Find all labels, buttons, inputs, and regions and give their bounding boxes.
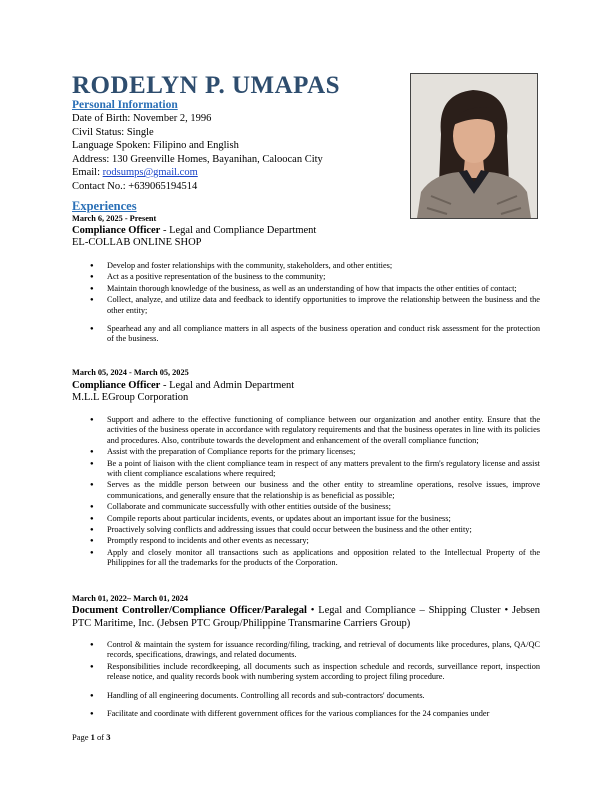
personal-info-heading: Personal Information bbox=[72, 99, 178, 111]
email-link[interactable]: rodsumps@gmail.com bbox=[102, 167, 198, 178]
job-department: - Legal and Admin Department bbox=[160, 380, 295, 391]
list-item: ● Spearhead any and all compliance matters in all aspects of the business operation and conduct risk assessment for the protection of the business. bbox=[90, 324, 540, 345]
email-label: Email: bbox=[72, 167, 103, 178]
page-prefix: Page bbox=[72, 732, 91, 742]
job-position: Compliance Officer bbox=[72, 380, 161, 391]
job-role bbox=[72, 604, 540, 630]
list-item: ● Proactively solving conflicts and addressing issues that could occur between the business and the other entity; bbox=[90, 525, 540, 535]
job-position: Document Controller/Compliance Officer/Paralegal bbox=[72, 605, 307, 616]
contact-number: Contact No.: +639065194514 bbox=[72, 180, 198, 192]
resume-name: RODELYN P. UMAPAS bbox=[72, 72, 341, 99]
list-item: ● Support and adhere to the effective functioning of compliance between our organization and another entity. Ensure that the activities of the business operate in accordance with regulatory requirements and that the business operates in line with its policies and procedures. Also, contribute towards the development and enhancement of the overall compliance function; bbox=[90, 415, 540, 446]
job-date: March 05, 2024 - March 05, 2025 bbox=[72, 368, 189, 377]
job-department: - Legal and Compliance Department bbox=[160, 225, 317, 236]
job-duties-list bbox=[90, 640, 540, 720]
list-item: ● Be a point of liaison with the client compliance team in respect of any matters prevalent to the firm's regulatory license and assist with client compliance escalations where required; bbox=[90, 459, 540, 480]
list-item: ● Compile reports about particular incidents, events, or updates about an important issue for the business; bbox=[90, 514, 540, 524]
list-item: ● Promptly respond to incidents and other events as necessary; bbox=[90, 536, 540, 546]
job-duties-list bbox=[90, 415, 540, 570]
list-item: ● Serves as the middle person between our business and the other entity to streamline operations, resolve issues, improve communications, and generally ensure that the relationship is as beneficial as possible; bbox=[90, 480, 540, 501]
portrait-illustration bbox=[411, 74, 537, 218]
page-separator: of bbox=[94, 732, 107, 742]
job-department: • Legal and Compliance – Shipping Cluster • Jebsen PTC Maritime, Inc. (Jebsen PTC Group/Philippine Transmarine Carriers Group) bbox=[72, 605, 540, 629]
address: Address: 130 Greenville Homes, Bayanihan, Caloocan City bbox=[72, 153, 323, 165]
job-role bbox=[72, 225, 316, 236]
list-item: ● Control & maintain the system for issuance recording/filing, tracking, and retrieval of documents like procedures, plans, QA/QC records, specifications, drawings, and related documents. bbox=[90, 640, 540, 661]
page-number bbox=[72, 732, 111, 742]
job-date: March 6, 2025 - Present bbox=[72, 214, 157, 223]
page-total: 3 bbox=[106, 732, 111, 742]
list-item: ● Maintain thorough knowledge of the business, as well as an understanding of how that impacts the other entities of contact; bbox=[90, 284, 540, 294]
job-position: Compliance Officer bbox=[72, 225, 161, 236]
list-item: ● Assist with the preparation of Compliance reports for the primary licenses; bbox=[90, 447, 540, 457]
civil-status: Civil Status: Single bbox=[72, 126, 154, 138]
list-item: ● Develop and foster relationships with the community, stakeholders, and other entities; bbox=[90, 261, 540, 271]
list-item: ● Act as a positive representation of the business to the community; bbox=[90, 272, 540, 282]
job-role bbox=[72, 380, 294, 391]
job-company: M.L.L EGroup Corporation bbox=[72, 392, 189, 403]
profile-photo bbox=[410, 73, 538, 219]
languages-spoken: Language Spoken: Filipino and English bbox=[72, 140, 239, 151]
job-duties-list bbox=[90, 261, 540, 346]
list-item: ● Responsibilities include recordkeeping, all documents such as inspection schedule and records, surveillance report, inspection release notice, and quality records book with numbering system according to project filing procedure. bbox=[90, 662, 540, 683]
list-item: ● Facilitate and coordinate with different government offices for the various compliances for the 24 companies under bbox=[90, 709, 540, 719]
job-date: March 01, 2022– March 01, 2024 bbox=[72, 594, 189, 603]
list-item: ● Handling of all engineering documents. Controlling all records and sub-contractors' documents. bbox=[90, 691, 540, 701]
job-company: EL-COLLAB ONLINE SHOP bbox=[72, 237, 202, 248]
experiences-heading: Experiences bbox=[72, 199, 137, 213]
list-item: ● Collect, analyze, and utilize data and feedback to identify opportunities to improve the relationship between the business and the other entity; bbox=[90, 295, 540, 316]
page-current: 1 bbox=[90, 732, 95, 742]
date-of-birth: Date of Birth: November 2, 1996 bbox=[72, 113, 212, 124]
list-item: ● Collaborate and communicate successfully with other entities outside of the business; bbox=[90, 502, 540, 512]
email-line bbox=[72, 166, 198, 180]
list-item: ● Apply and closely monitor all transactions such as applications and opposition related to the Intellectual Property of the Philippines for all the trademarks for the products of the Corporation. bbox=[90, 548, 540, 569]
